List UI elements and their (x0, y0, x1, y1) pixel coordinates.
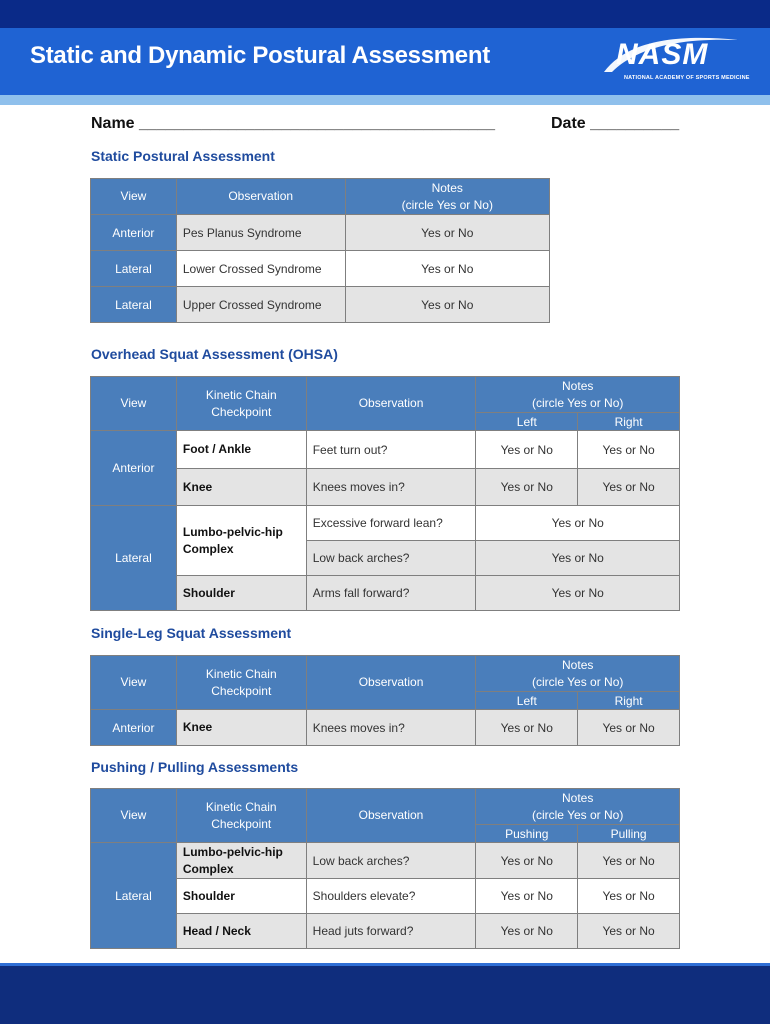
table-header-row (91, 656, 680, 692)
observation-cell: Knees moves in? (306, 710, 476, 746)
checkpoint-cell: Shoulder (176, 576, 306, 611)
header-checkpoint-line1: Kinetic Chain (205, 799, 277, 814)
header-view: View (91, 656, 177, 710)
ohsa-table (90, 376, 680, 611)
section-title-single-leg: Single-Leg Squat Assessment (91, 625, 292, 641)
header-notes-line1: Notes (562, 378, 594, 393)
observation-cell: Arms fall forward? (306, 576, 476, 611)
push-pull-table (90, 788, 680, 949)
logo-wordmark: NASM (616, 38, 709, 71)
observation-cell: Head juts forward? (306, 914, 476, 949)
view-cell: Lateral (91, 287, 177, 323)
checkpoint-line2: Complex (182, 861, 234, 876)
yes-no-option-pushing[interactable]: Yes or No (476, 914, 578, 949)
header-checkpoint (176, 377, 306, 431)
header-observation: Observation (306, 377, 476, 431)
yes-no-option-right[interactable]: Yes or No (578, 710, 680, 746)
checkpoint-cell (176, 506, 306, 576)
table-row (91, 914, 680, 949)
table-row (91, 251, 550, 287)
section-title-push-pull: Pushing / Pulling Assessments (91, 759, 299, 775)
header-pulling: Pulling (578, 825, 680, 843)
checkpoint-cell: Head / Neck (176, 914, 306, 949)
header-checkpoint-line1: Kinetic Chain (205, 666, 277, 681)
header-checkpoint-line1: Kinetic Chain (205, 387, 277, 402)
table-header-row (91, 179, 550, 215)
yes-no-option[interactable]: Yes or No (476, 506, 680, 541)
yes-no-option-left[interactable]: Yes or No (476, 710, 578, 746)
header-notes (476, 789, 680, 825)
checkpoint-cell (176, 843, 306, 879)
observation-cell: Upper Crossed Syndrome (176, 287, 345, 323)
yes-no-option-pushing[interactable]: Yes or No (476, 879, 578, 914)
view-cell: Anterior (91, 431, 177, 506)
yes-no-option-right[interactable]: Yes or No (578, 431, 680, 469)
yes-no-option-left[interactable]: Yes or No (476, 431, 578, 469)
checkpoint-line2: Complex (182, 541, 234, 556)
header-notes (476, 656, 680, 692)
header-banner (0, 28, 770, 95)
yes-no-option[interactable]: Yes or No (476, 541, 680, 576)
section-title-static: Static Postural Assessment (91, 148, 275, 164)
footer-accent-line (0, 963, 770, 966)
view-cell: Anterior (91, 710, 177, 746)
table-row (91, 879, 680, 914)
table-row (91, 843, 680, 879)
table-row (91, 469, 680, 506)
header-observation: Observation (176, 179, 345, 215)
header-notes-line2: (circle Yes or No) (531, 807, 624, 822)
header-checkpoint-line2: Checkpoint (211, 816, 272, 831)
yes-no-option-pulling[interactable]: Yes or No (578, 843, 680, 879)
header-left: Left (476, 413, 578, 431)
header-left: Left (476, 692, 578, 710)
checkpoint-cell: Shoulder (176, 879, 306, 914)
observation-cell: Lower Crossed Syndrome (176, 251, 345, 287)
header-checkpoint (176, 656, 306, 710)
header-notes-line2: (circle Yes or No) (532, 395, 624, 410)
page-title: Static and Dynamic Postural Assessment (30, 42, 490, 69)
table-row (91, 431, 680, 469)
table-row (91, 287, 550, 323)
table-row (91, 215, 550, 251)
footer-band (0, 963, 770, 1024)
checkpoint-cell: Knee (176, 469, 306, 506)
header-bottom-band (0, 95, 770, 105)
date-field: Date __________ (551, 115, 680, 132)
header-notes-line1: Notes (561, 790, 594, 805)
header-notes-line1: Notes (562, 657, 594, 672)
header-checkpoint-line2: Checkpoint (211, 683, 272, 698)
yes-no-option[interactable]: Yes or No (345, 251, 549, 287)
yes-no-option-pulling[interactable]: Yes or No (578, 879, 680, 914)
observation-cell: Knees moves in? (306, 469, 476, 506)
header-right: Right (578, 413, 680, 431)
table-header-row (91, 377, 680, 413)
view-cell: Anterior (91, 215, 177, 251)
header-checkpoint-line2: Checkpoint (211, 404, 272, 419)
observation-cell: Feet turn out? (306, 431, 476, 469)
header-notes-line1: Notes (431, 180, 463, 195)
observation-cell: Excessive forward lean? (306, 506, 476, 541)
table-header-row (91, 789, 680, 825)
header-notes (345, 179, 549, 215)
observation-cell: Low back arches? (306, 541, 476, 576)
section-title-ohsa: Overhead Squat Assessment (OHSA) (91, 346, 338, 362)
logo-subtext: NATIONAL ACADEMY OF SPORTS MEDICINE (624, 75, 750, 81)
view-cell: Lateral (91, 506, 177, 611)
header-view: View (91, 789, 177, 843)
checkpoint-cell: Knee (176, 710, 306, 746)
header-observation: Observation (306, 789, 476, 843)
table-row (91, 710, 680, 746)
yes-no-option-left[interactable]: Yes or No (476, 469, 578, 506)
checkpoint-line1: Lumbo-pelvic-hip (182, 844, 283, 859)
observation-cell: Shoulders elevate? (306, 879, 476, 914)
header-pushing: Pushing (476, 825, 578, 843)
header-checkpoint (176, 789, 306, 843)
yes-no-option-pulling[interactable]: Yes or No (578, 914, 680, 949)
header-observation: Observation (306, 656, 476, 710)
single-leg-table (90, 655, 680, 746)
yes-no-option-pushing[interactable]: Yes or No (476, 843, 578, 879)
header-view: View (91, 179, 177, 215)
observation-cell: Low back arches? (306, 843, 476, 879)
top-strip (0, 0, 770, 28)
name-field: Name ________________________________________ (91, 115, 495, 132)
header-view: View (91, 377, 177, 431)
header-notes-line2: (circle Yes or No) (532, 674, 624, 689)
checkpoint-cell: Foot / Ankle (176, 431, 306, 469)
table-row (91, 506, 680, 541)
observation-cell: Pes Planus Syndrome (176, 215, 345, 251)
yes-no-option-right[interactable]: Yes or No (578, 469, 680, 506)
yes-no-option[interactable]: Yes or No (476, 576, 680, 611)
header-notes (476, 377, 680, 413)
yes-no-option[interactable]: Yes or No (345, 215, 549, 251)
checkpoint-line1: Lumbo-pelvic-hip (182, 524, 283, 539)
nasm-logo (598, 34, 750, 86)
yes-no-option[interactable]: Yes or No (345, 287, 549, 323)
table-row (91, 576, 680, 611)
static-table (90, 178, 550, 323)
header-notes-line2: (circle Yes or No) (401, 197, 493, 212)
header-right: Right (578, 692, 680, 710)
view-cell: Lateral (91, 843, 177, 949)
view-cell: Lateral (91, 251, 177, 287)
